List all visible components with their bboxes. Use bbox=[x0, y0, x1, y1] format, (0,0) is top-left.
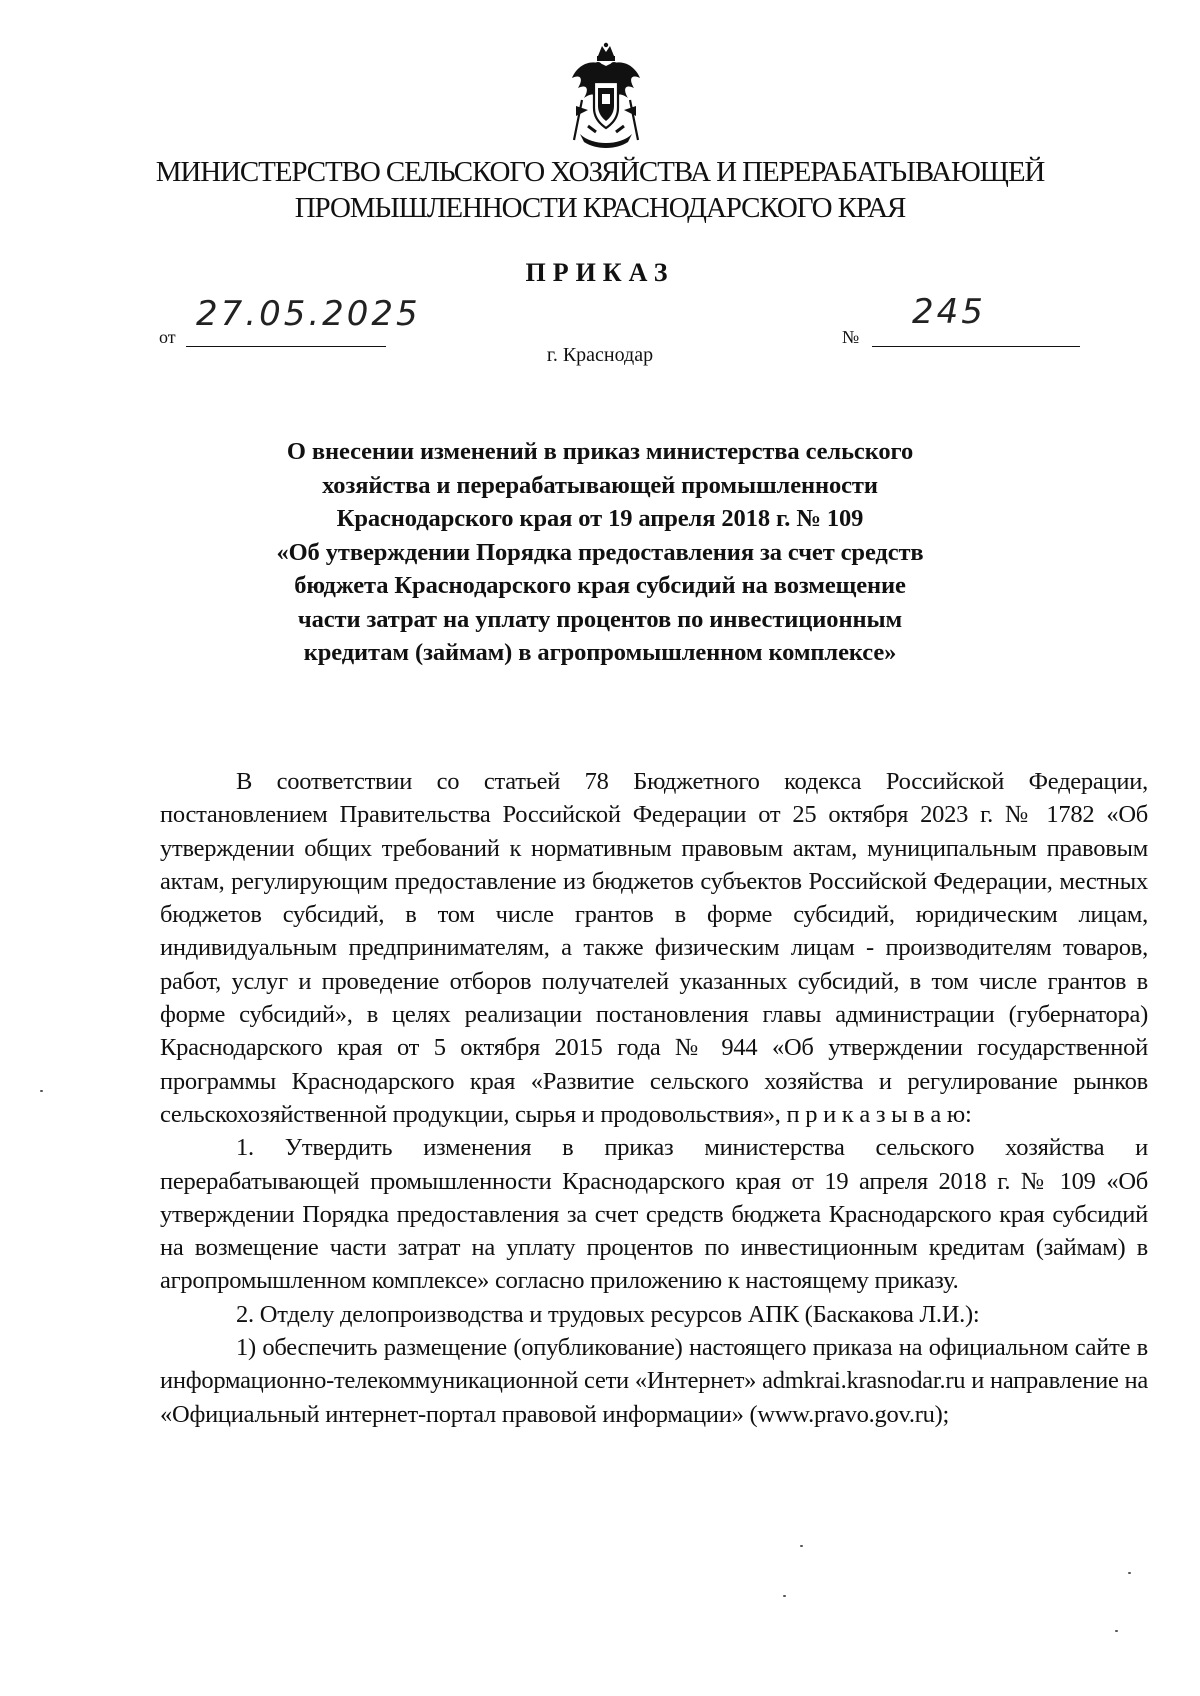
date-prefix-label: от bbox=[159, 327, 176, 347]
item-2-paragraph: 2. Отделу делопроизводства и трудовых ресурсов АПК (Баскакова Л.И.): bbox=[236, 1300, 980, 1328]
ministry-name-line-1: МИНИСТЕРСТВО СЕЛЬСКОГО ХОЗЯЙСТВА И ПЕРЕРАБАТЫВАЮЩЕЙ bbox=[155, 156, 1045, 188]
scan-speck bbox=[800, 1545, 803, 1547]
title-line: части затрат на уплату процентов по инвестиционным bbox=[297, 605, 903, 633]
title-line: Краснодарского края от 19 апреля 2018 г. № 109 bbox=[336, 505, 864, 532]
title-line: «Об утверждении Порядка предоставления за счет средств bbox=[276, 538, 924, 566]
item-1-paragraph: 1. Утвердить изменения в приказ министерства сельского хозяйства и перерабатывающей промышленности Краснодарского края от 19 апреля 2018 г. № 109 «Об утверждении Порядка предоставления за счет средств бюджета Краснодарского края субсидий на возмещение части затрат на уплату процентов по инвестиционным кредитам (займам) в агропромышленном комплексе» согласно приложению к настоящему приказу. bbox=[160, 1134, 1148, 1295]
preamble-paragraph: В соответствии со статьей 78 Бюджетного кодекса Российской Федерации, постановлением Правительства Российской Федерации от 25 октября 2023 г. № 1782 «Об утверждении общих требований к нормативным правовым актам, муниципальным правовым актам, регулирующим предоставление из бюджетов субъектов Российской Федерации, местных бюджетов субсидий, в том числе грантов в форме субсидий, юридическим лицам, индивидуальным предпринимателям, а также физическим лицам - производителям товаров, работ, услуг и проведение отборов получателей указанных субсидий, в том числе грантов в форме субсидий», в целях реализации постановления главы администрации (губернатора) Краснодарского края от 5 октября 2015 года № 944 «Об утверждении государственной программы Краснодарского края «Развитие сельского хозяйства и регулирование рынков сельскохозяйственной продукции, сырья и продовольствия», п р и к а з ы в а ю: bbox=[160, 768, 1148, 1128]
scan-speck bbox=[40, 1090, 43, 1092]
handwritten-order-number: 245 bbox=[912, 292, 986, 332]
order-title bbox=[180, 435, 1020, 670]
number-prefix-label: № bbox=[842, 327, 860, 347]
document-type-heading: ПРИКАЗ bbox=[525, 258, 675, 287]
ministry-name-line-2: ПРОМЫШЛЕННОСТИ КРАСНОДАРСКОГО КРАЯ bbox=[294, 192, 906, 224]
city-label: г. Краснодар bbox=[546, 344, 654, 366]
title-line: О внесении изменений в приказ министерства сельского bbox=[286, 438, 914, 465]
date-underline bbox=[186, 346, 386, 347]
handwritten-date: 27.05.2025 bbox=[196, 294, 421, 334]
order-body bbox=[160, 765, 1148, 1431]
title-line: кредитам (займам) в агропромышленном комплексе» bbox=[303, 639, 897, 666]
item-2-1-paragraph: 1) обеспечить размещение (опубликование) настоящего приказа на официальном сайте в информационно-телекоммуникационной сети «Интернет» admkrai.krasnodar.ru и направление на «Официальный интернет-портал правовой информации» (www.pravo.gov.ru); bbox=[160, 1334, 1148, 1428]
scan-speck bbox=[1115, 1630, 1118, 1632]
scan-speck bbox=[1128, 1572, 1131, 1574]
title-line: хозяйства и перерабатывающей промышленности bbox=[322, 471, 878, 499]
scan-speck bbox=[783, 1595, 786, 1597]
title-line: бюджета Краснодарского края субсидий на возмещение bbox=[294, 572, 906, 599]
number-underline bbox=[872, 346, 1080, 347]
ministry-name bbox=[120, 154, 1080, 226]
coat-of-arms-emblem bbox=[568, 42, 644, 154]
